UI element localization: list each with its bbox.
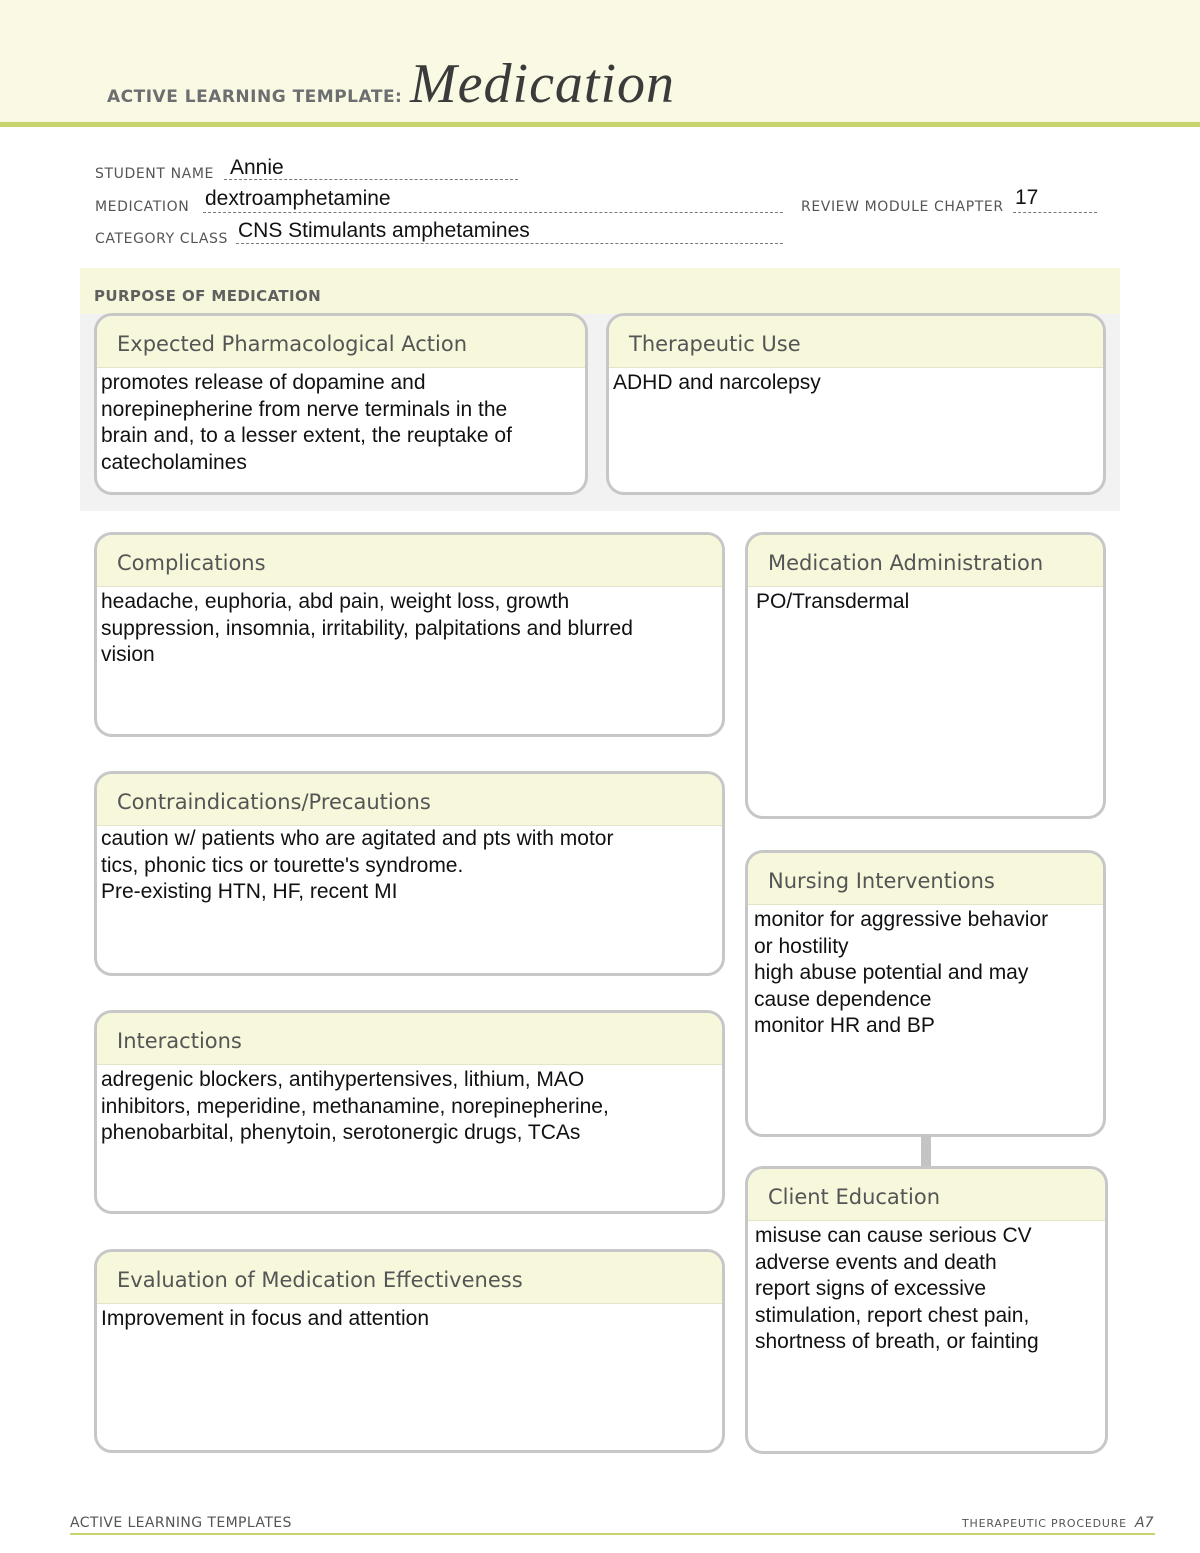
nursing-interventions-title: Nursing Interventions: [748, 853, 1103, 905]
administration-box: [745, 532, 1106, 819]
client-education-text[interactable]: misuse can cause serious CV adverse events and death report signs of excessive stimulation, report chest pain, shortness of breath, or fainting: [755, 1224, 1039, 1353]
client-education-title: Client Education: [748, 1169, 1105, 1221]
medication-label: MEDICATION: [95, 199, 190, 215]
administration-title: Medication Administration: [748, 535, 1103, 587]
contraindications-title: Contraindications/Precautions: [97, 774, 722, 826]
footer-left-label: ACTIVE LEARNING TEMPLATES: [70, 1515, 292, 1531]
evaluation-box: [94, 1249, 725, 1453]
contraindications-box: [94, 771, 725, 976]
evaluation-text[interactable]: Improvement in focus and attention: [101, 1307, 430, 1330]
student-name-label: STUDENT NAME: [95, 166, 214, 182]
expected-action-title: Expected Pharmacological Action: [97, 316, 585, 368]
category-class-label: CATEGORY CLASS: [95, 231, 229, 247]
box-connector: [921, 1135, 931, 1167]
evaluation-title: Evaluation of Medication Effectiveness: [97, 1252, 722, 1304]
expected-action-text[interactable]: promotes release of dopamine and norepinepherine from nerve terminals in the brain and, to a lesser extent, the reuptake of catecholamines: [101, 371, 512, 474]
client-education-box: [745, 1166, 1108, 1454]
therapeutic-use-text[interactable]: ADHD and narcolepsy: [613, 371, 821, 394]
interactions-text[interactable]: adregenic blockers, antihypertensives, lithium, MAO inhibitors, meperidine, methanamine, norepinepherine, phenobarbital, phenytoin, serotonergic drugs, TCAs: [101, 1068, 609, 1144]
student-name-field[interactable]: Annie: [230, 156, 284, 179]
header-divider: [0, 122, 1200, 127]
complications-box: [94, 532, 725, 737]
complications-text[interactable]: headache, euphoria, abd pain, weight loss, growth suppression, insomnia, irritability, palpitations and blurred vision: [101, 590, 633, 666]
therapeutic-use-title: Therapeutic Use: [609, 316, 1103, 368]
review-chapter-field[interactable]: 17: [1015, 186, 1039, 209]
therapeutic-use-box: [606, 313, 1106, 495]
footer-divider: [70, 1533, 1155, 1535]
template-label: ACTIVE LEARNING TEMPLATE:: [107, 87, 403, 107]
category-class-field[interactable]: CNS Stimulants amphetamines: [238, 219, 530, 242]
complications-title: Complications: [97, 535, 722, 587]
medication-line: [203, 211, 783, 213]
medication-field[interactable]: dextroamphetamine: [205, 187, 391, 210]
footer-page-number: A7: [1135, 1515, 1154, 1531]
purpose-label: PURPOSE OF MEDICATION: [94, 287, 322, 305]
footer-right-label: THERAPEUTIC PROCEDURE: [962, 1517, 1127, 1530]
review-chapter-line: [1013, 211, 1097, 213]
contraindications-text[interactable]: caution w/ patients who are agitated and pts with motor tics, phonic tics or tourette's syndrome. Pre-existing HTN, HF, recent MI: [101, 827, 614, 903]
expected-action-box: [94, 313, 588, 495]
administration-text[interactable]: PO/Transdermal: [756, 590, 910, 613]
review-chapter-label: REVIEW MODULE CHAPTER: [801, 199, 1004, 215]
interactions-box: [94, 1010, 725, 1214]
nursing-interventions-text[interactable]: monitor for aggressive behavior or hostility high abuse potential and may cause dependence monitor HR and BP: [754, 908, 1049, 1037]
page-title: Medication: [410, 53, 676, 115]
nursing-interventions-box: [745, 850, 1106, 1137]
interactions-title: Interactions: [97, 1013, 722, 1065]
